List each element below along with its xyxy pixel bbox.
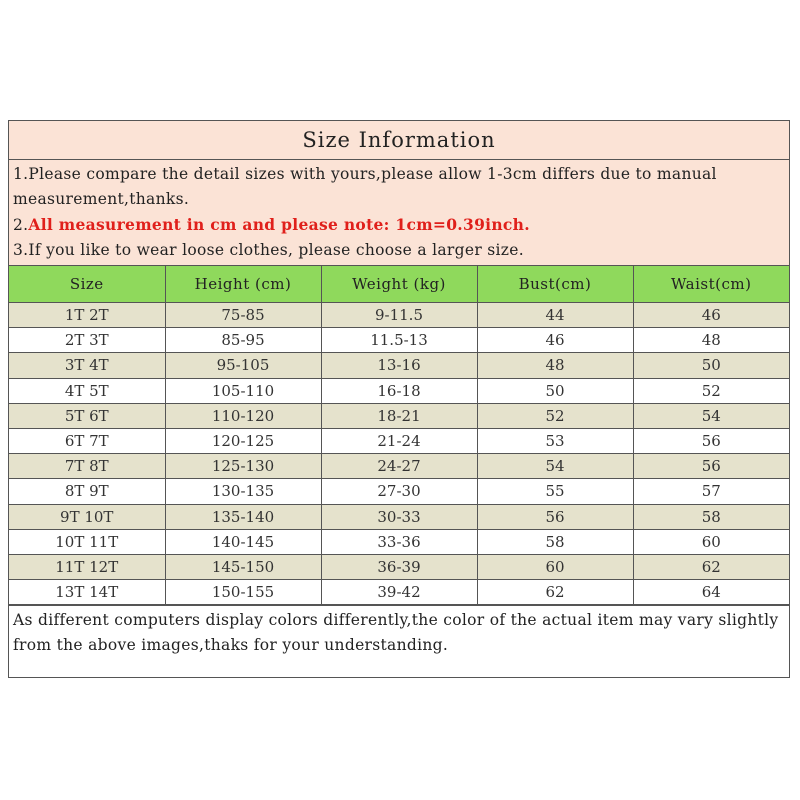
cell-bust: 50	[477, 378, 633, 403]
table-row	[9, 504, 789, 529]
table-row	[9, 554, 789, 579]
cell-size: 1T 2T	[9, 303, 165, 328]
note-1-text: Please compare the detail sizes with yours,please allow 1-3cm differs due to manual measurement,thanks.	[13, 165, 717, 208]
cell-height: 125-130	[165, 454, 321, 479]
footer-disclaimer: As different computers display colors differently,the color of the actual item may vary slightly from the above images,thaks for your understanding.	[9, 605, 789, 658]
cell-height: 85-95	[165, 328, 321, 353]
note-2-number: 2.	[13, 216, 29, 234]
cell-waist: 57	[633, 479, 789, 504]
cell-size: 3T 4T	[9, 353, 165, 378]
notes-section	[9, 160, 789, 266]
cell-size: 5T 6T	[9, 403, 165, 428]
cell-bust: 60	[477, 554, 633, 579]
cell-height: 140-145	[165, 529, 321, 554]
cell-waist: 48	[633, 328, 789, 353]
cell-size: 8T 9T	[9, 479, 165, 504]
cell-height: 75-85	[165, 303, 321, 328]
cell-waist: 50	[633, 353, 789, 378]
cell-waist: 56	[633, 454, 789, 479]
table-row	[9, 353, 789, 378]
cell-waist: 58	[633, 504, 789, 529]
size-table	[9, 266, 789, 605]
cell-bust: 48	[477, 353, 633, 378]
note-1-number: 1.	[13, 165, 29, 183]
cell-weight: 18-21	[321, 403, 477, 428]
cell-weight: 11.5-13	[321, 328, 477, 353]
table-row	[9, 328, 789, 353]
cell-waist: 54	[633, 403, 789, 428]
cell-bust: 62	[477, 580, 633, 605]
table-row	[9, 378, 789, 403]
table-row	[9, 529, 789, 554]
cell-weight: 24-27	[321, 454, 477, 479]
table-row	[9, 428, 789, 453]
note-3-number: 3.	[13, 241, 29, 259]
cell-height: 135-140	[165, 504, 321, 529]
cell-weight: 9-11.5	[321, 303, 477, 328]
cell-weight: 21-24	[321, 428, 477, 453]
cell-bust: 46	[477, 328, 633, 353]
note-2-text: All measurement in cm and please note: 1cm=0.39inch.	[28, 215, 530, 234]
table-row	[9, 454, 789, 479]
sheet-title: Size Information	[9, 121, 789, 160]
note-1	[13, 162, 785, 212]
cell-height: 150-155	[165, 580, 321, 605]
cell-bust: 54	[477, 454, 633, 479]
cell-weight: 30-33	[321, 504, 477, 529]
table-row	[9, 580, 789, 605]
size-information-sheet	[8, 120, 790, 678]
cell-bust: 53	[477, 428, 633, 453]
cell-bust: 55	[477, 479, 633, 504]
cell-weight: 36-39	[321, 554, 477, 579]
cell-height: 105-110	[165, 378, 321, 403]
note-3-text: If you like to wear loose clothes, please choose a larger size.	[28, 241, 524, 259]
cell-waist: 64	[633, 580, 789, 605]
cell-height: 130-135	[165, 479, 321, 504]
note-3	[13, 238, 785, 263]
size-table-header-row	[9, 266, 789, 303]
cell-weight: 13-16	[321, 353, 477, 378]
cell-waist: 62	[633, 554, 789, 579]
cell-waist: 46	[633, 303, 789, 328]
note-2	[13, 212, 785, 238]
cell-waist: 52	[633, 378, 789, 403]
cell-size: 10T 11T	[9, 529, 165, 554]
cell-bust: 56	[477, 504, 633, 529]
cell-size: 13T 14T	[9, 580, 165, 605]
cell-weight: 16-18	[321, 378, 477, 403]
cell-height: 145-150	[165, 554, 321, 579]
cell-size: 6T 7T	[9, 428, 165, 453]
table-row	[9, 303, 789, 328]
column-header-weight: Weight (kg)	[321, 266, 477, 303]
cell-weight: 27-30	[321, 479, 477, 504]
cell-height: 95-105	[165, 353, 321, 378]
cell-bust: 52	[477, 403, 633, 428]
cell-size: 2T 3T	[9, 328, 165, 353]
column-header-waist: Waist(cm)	[633, 266, 789, 303]
column-header-bust: Bust(cm)	[477, 266, 633, 303]
cell-waist: 56	[633, 428, 789, 453]
cell-size: 4T 5T	[9, 378, 165, 403]
cell-size: 11T 12T	[9, 554, 165, 579]
table-row	[9, 479, 789, 504]
cell-bust: 58	[477, 529, 633, 554]
cell-height: 120-125	[165, 428, 321, 453]
cell-weight: 39-42	[321, 580, 477, 605]
table-row	[9, 403, 789, 428]
cell-size: 9T 10T	[9, 504, 165, 529]
cell-waist: 60	[633, 529, 789, 554]
size-table-body	[9, 303, 789, 605]
cell-height: 110-120	[165, 403, 321, 428]
cell-weight: 33-36	[321, 529, 477, 554]
column-header-height: Height (cm)	[165, 266, 321, 303]
column-header-size: Size	[9, 266, 165, 303]
cell-bust: 44	[477, 303, 633, 328]
cell-size: 7T 8T	[9, 454, 165, 479]
